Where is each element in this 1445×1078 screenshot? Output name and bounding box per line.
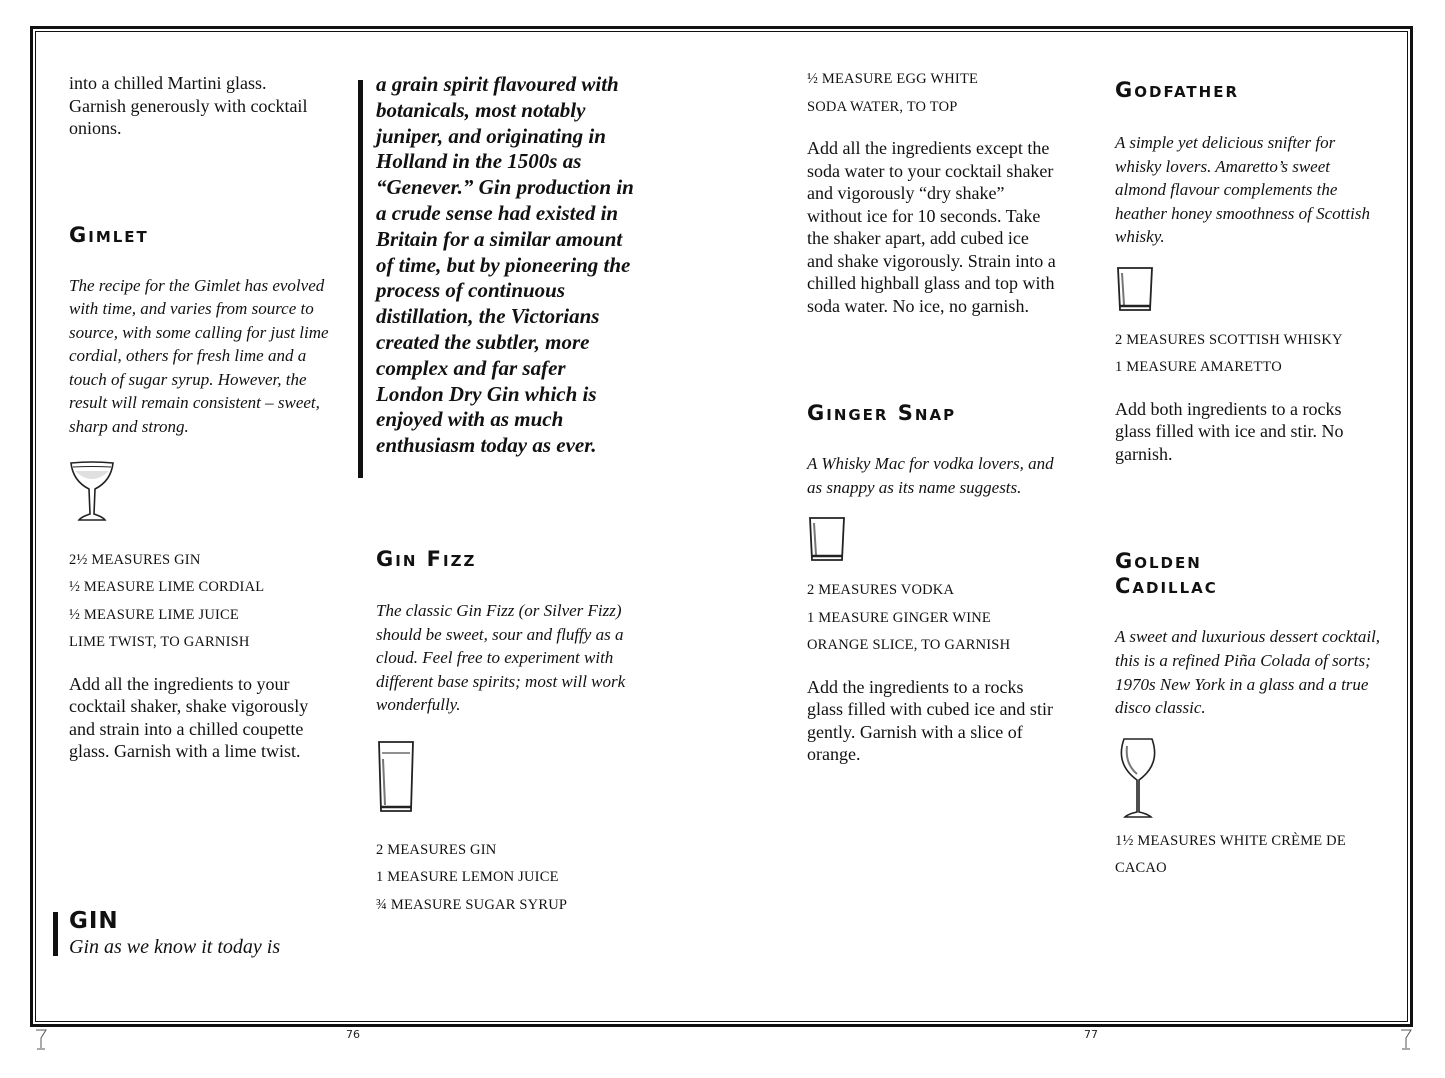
gimlet-method: Add all the ingredients to your cocktail shaker, shake vigorously and strain into a chilled coupette glass. Garnish with a lime twist. <box>69 673 309 762</box>
gin-essay-text: a grain spirit flavoured with botanicals, most notably juniper, and originating in Holland in the 1500s as “Genever.” Gin production in a crude sense had existed in Britain for a similar amount of time, but by pioneering the process of continuous distillation, the Victorians created the subtler, more complex and far safer London Dry Gin which is enjoyed with as much enthusiasm today as ever. <box>376 72 634 458</box>
gin-fizz-title: Gin Fizz <box>376 546 477 571</box>
ingredient-item: ½ MEASURE EGG WHITE <box>807 71 979 87</box>
godfather-method: Add both ingredients to a rocks glass filled with ice and stir. No garnish. <box>1115 398 1344 464</box>
ingredient-item: ½ MEASURE LIME JUICE <box>69 606 239 623</box>
godfather-title: Godfather <box>1115 78 1239 102</box>
column-1 <box>69 72 331 763</box>
ingredient-item: ½ MEASURE LIME CORDIAL <box>69 579 265 596</box>
ingredient-item: 2 MEASURES VODKA <box>807 582 955 599</box>
column-2 <box>376 72 638 919</box>
ingredient-item: 1 MEASURE LEMON JUICE <box>376 869 559 886</box>
footer-glass-icon <box>34 1028 48 1052</box>
gimlet-title: Gimlet <box>69 222 149 247</box>
gimlet-ingredients <box>69 547 331 657</box>
ingredient-item: 1 MEASURE GINGER WINE <box>807 609 991 626</box>
gin-essay-bar <box>358 80 363 478</box>
rocks-glass-icon <box>1115 265 1155 313</box>
coupette-glass-icon <box>69 459 115 525</box>
gin-fizz-ingredients <box>376 837 638 920</box>
godfather-ingredients <box>1115 327 1385 382</box>
godfather-intro: A simple yet delicious snifter for whisky lovers. Amaretto’s sweet almond flavour complements the heather honey smoothness of Scottish whisky. <box>1115 133 1370 247</box>
golden-cadillac-title: Golden Cadillac <box>1115 549 1218 599</box>
page-number-left: 76 <box>346 1028 360 1041</box>
gin-fizz-intro: The classic Gin Fizz (or Silver Fizz) should be sweet, sour and fluffy as a cloud. Feel free to experiment with different base spirits; most will work wonderfully. <box>376 600 626 715</box>
ingredient-item: 2½ MEASURES GIN <box>69 551 201 568</box>
column-3 <box>807 66 1069 766</box>
ingredient-item: SODA WATER, TO TOP <box>807 98 958 115</box>
ingredient-item: LIME TWIST, TO GARNISH <box>69 634 250 651</box>
ginger-snap-method: Add the ingredients to a rocks glass filled with cubed ice and stir gently. Garnish with a slice of orange. <box>807 676 1053 765</box>
continued-method-text: into a chilled Martini glass. Garnish generously with cocktail onions. <box>69 73 308 138</box>
ingredient-item: 1 MEASURE AMARETTO <box>1115 359 1282 376</box>
gin-fizz-method: Add all the ingredients except the soda water to your cocktail shaker and vigorously “dry shake” without ice for 10 seconds. Take the shaker apart, add cubed ice and shake vigorously. Strain into a chilled highball glass and top with soda water. No ice, no garnish. <box>807 138 1056 316</box>
gin-feature-heading: GIN <box>69 908 119 934</box>
gin-fizz-ingredients-continued <box>807 66 1069 121</box>
highball-glass-icon <box>376 739 416 815</box>
gin-feature <box>69 908 339 960</box>
ginger-snap-ingredients <box>807 577 1069 660</box>
wine-glass-icon <box>1115 736 1161 820</box>
ingredient-item: 2 MEASURES GIN <box>376 841 497 858</box>
column-4 <box>1115 78 1385 883</box>
ingredient-item: ¾ MEASURE SUGAR SYRUP <box>376 896 568 913</box>
rocks-glass-icon <box>807 515 847 563</box>
ingredient-item: 1½ MEASURES WHITE CRÈME DE CACAO <box>1115 832 1346 877</box>
golden-cadillac-intro: A sweet and luxurious dessert cocktail, this is a refined Piña Colada of sorts; 1970s New York in a glass and a true disco classic. <box>1115 627 1381 718</box>
ingredient-item: 2 MEASURES SCOTTISH WHISKY <box>1115 331 1343 348</box>
gimlet-intro: The recipe for the Gimlet has evolved with time, and varies from source to source, with some calling for just lime cordial, others for fresh lime and a touch of sugar syrup. However, the result will remain consistent – sweet, sharp and strong. <box>69 275 329 437</box>
footer-glass-icon <box>1399 1028 1413 1052</box>
ingredient-item: ORANGE SLICE, TO GARNISH <box>807 637 1011 654</box>
page-number-right: 77 <box>1084 1028 1098 1041</box>
golden-cadillac-ingredients <box>1115 828 1385 883</box>
gin-feature-bar <box>53 912 58 956</box>
ginger-snap-intro: A Whisky Mac for vodka lovers, and as snappy as its name suggests. <box>807 454 1054 497</box>
gin-feature-subtitle: Gin as we know it today is <box>69 936 281 958</box>
ginger-snap-title: Ginger Snap <box>807 401 957 425</box>
